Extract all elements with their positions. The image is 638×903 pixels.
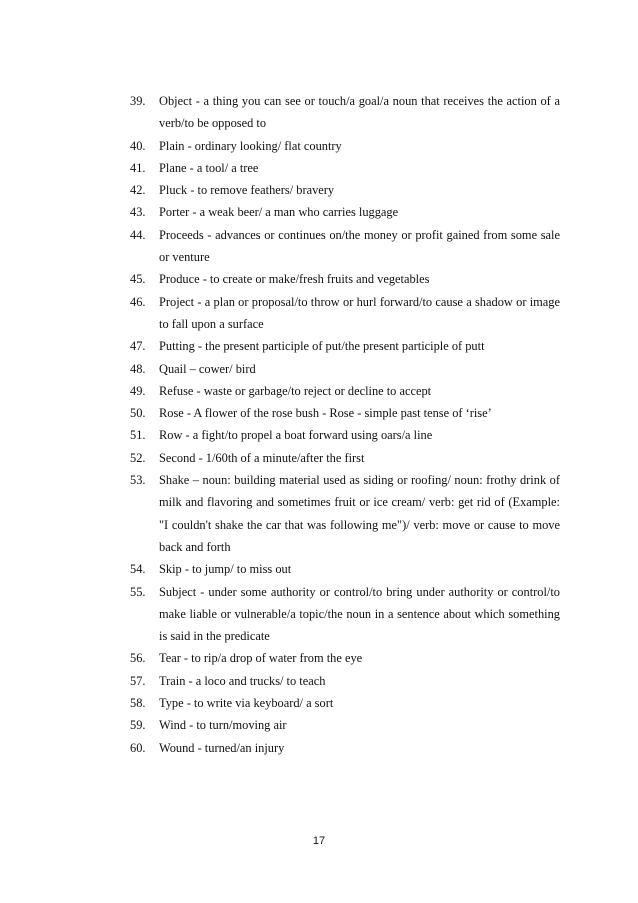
item-text: Skip - to jump/ to miss out — [159, 562, 292, 577]
item-number: 53. — [130, 473, 146, 488]
list-item — [130, 358, 560, 380]
list-item — [130, 179, 560, 201]
item-text: Proceeds - advances or continues on/the money or profit gained from some sale or venture — [159, 227, 560, 265]
list-item — [130, 224, 560, 269]
list-item — [130, 157, 560, 179]
item-text: Plain - ordinary looking/ flat country — [159, 138, 342, 153]
item-number: 41. — [130, 160, 146, 175]
item-number: 57. — [130, 673, 146, 688]
list-item — [130, 424, 560, 446]
list-item — [130, 268, 560, 290]
item-number: 48. — [130, 361, 146, 376]
item-number: 51. — [130, 428, 146, 443]
list-item — [130, 335, 560, 357]
list-item — [130, 692, 560, 714]
list-item — [130, 469, 560, 558]
item-text: Row - a fight/to propel a boat forward using oars/a line — [159, 428, 433, 443]
item-text: Project - a plan or proposal/to throw or hurl forward/to cause a shadow or image to fall upon a surface — [159, 294, 560, 331]
list-item — [130, 291, 560, 336]
item-text: Object - a thing you can see or touch/a goal/a noun that receives the action of a verb/to be opposed to — [159, 94, 560, 131]
list-item — [130, 558, 560, 580]
item-number: 47. — [130, 339, 146, 354]
item-number: 42. — [130, 183, 146, 198]
list-item — [130, 447, 560, 469]
item-number: 40. — [130, 138, 146, 153]
item-number: 39. — [130, 94, 146, 108]
item-text: Train - a loco and trucks/ to teach — [159, 673, 326, 688]
item-text: Type - to write via keyboard/ a sort — [159, 696, 334, 711]
item-text: Refuse - waste or garbage/to reject or decline to accept — [159, 383, 432, 398]
list-item — [130, 737, 560, 759]
list-item — [130, 90, 560, 135]
list-item — [130, 714, 560, 736]
item-text: Produce - to create or make/fresh fruits and vegetables — [159, 272, 430, 287]
item-number: 54. — [130, 562, 146, 577]
item-number: 44. — [130, 227, 146, 242]
item-number: 45. — [130, 272, 146, 287]
word-list — [130, 90, 560, 759]
item-number: 60. — [130, 740, 146, 755]
list-item — [130, 647, 560, 669]
item-number: 49. — [130, 383, 146, 398]
item-number: 56. — [130, 651, 146, 666]
item-text: Second - 1/60th of a minute/after the first — [159, 450, 365, 465]
item-text: Porter - a weak beer/ a man who carries luggage — [159, 205, 399, 220]
item-text: Putting - the present participle of put/the present participle of putt — [159, 339, 485, 354]
list-item — [130, 402, 560, 424]
item-number: 59. — [130, 718, 146, 733]
item-text: Wind - to turn/moving air — [159, 718, 287, 733]
item-text: Shake – noun: building material used as siding or roofing/ noun: frothy drink of milk and flavoring and sometimes fruit or ice cream/ verb: get rid of (Example: "I couldn't shake the car that was following me")/ verb: move or cause to move back and forth — [159, 473, 560, 554]
item-number: 46. — [130, 294, 146, 309]
item-text: Rose - A flower of the rose bush - Rose - simple past tense of ‘rise’ — [159, 406, 492, 421]
page-number: 17 — [312, 835, 326, 847]
item-text: Pluck - to remove feathers/ bravery — [159, 183, 335, 198]
list-item — [130, 135, 560, 157]
list-item — [130, 201, 560, 223]
item-text: Subject - under some authority or control/to bring under authority or control/to make liable or vulnerable/a topic/the noun in a sentence about which something is said in the predicate — [159, 584, 560, 644]
item-number: 43. — [130, 205, 146, 220]
item-number: 58. — [130, 696, 146, 711]
item-text: Wound - turned/an injury — [159, 740, 285, 755]
list-item — [130, 380, 560, 402]
list-item — [130, 581, 560, 648]
item-text: Plane - a tool/ a tree — [159, 160, 259, 175]
list-item — [130, 670, 560, 692]
item-text: Tear - to rip/a drop of water from the eye — [159, 651, 363, 666]
item-number: 55. — [130, 584, 146, 599]
item-number: 52. — [130, 450, 146, 465]
item-number: 50. — [130, 406, 146, 421]
item-text: Quail – cower/ bird — [159, 361, 256, 376]
